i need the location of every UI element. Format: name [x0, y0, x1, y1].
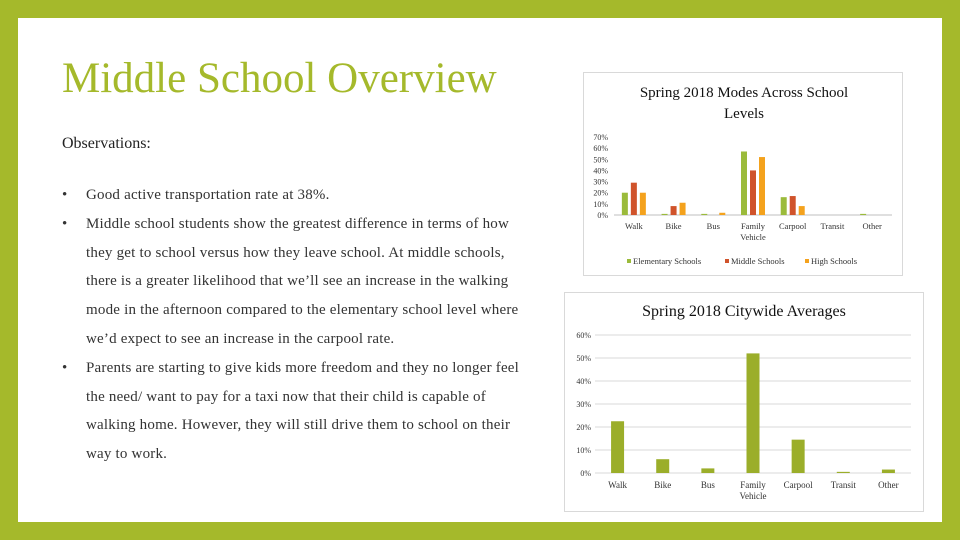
y-tick-label: 70% — [593, 133, 608, 142]
bar-high-schools — [759, 157, 765, 215]
y-tick-label: 50% — [593, 155, 608, 165]
category-label: Bus — [706, 221, 720, 231]
y-tick-label: 30% — [593, 177, 608, 187]
y-tick-label: 60% — [593, 144, 608, 154]
category-label: Bus — [700, 480, 715, 490]
y-tick-label: 50% — [576, 354, 591, 363]
bar-citywide — [611, 421, 624, 473]
legend-swatch — [805, 259, 809, 263]
y-tick-label: 20% — [593, 188, 608, 198]
bullet-item — [62, 354, 532, 469]
school-levels-chart-svg — [584, 73, 902, 275]
bar-citywide — [701, 468, 714, 473]
bullet-dot-icon: • — [62, 215, 68, 232]
y-tick-label: 10% — [576, 446, 591, 455]
category-label: Bike — [654, 480, 672, 490]
legend-label: Elementary Schools — [633, 256, 702, 266]
y-tick-label: 0% — [580, 469, 591, 478]
bullet-text: Middle school students show the greatest difference in terms of how they get to school versus how they leave school. At middle schools, there is a greater likelihood that we’ll see an increase in the walking mode in the afternoon compared to the elementary school level where we’d expect to see an increase in the carpool rate. — [86, 215, 519, 347]
category-label: Family — [740, 480, 766, 490]
bar-citywide — [882, 470, 895, 473]
y-tick-label: 40% — [576, 377, 591, 386]
y-tick-label: 20% — [576, 423, 591, 432]
category-label: Transit — [830, 480, 856, 490]
bar-middle-schools — [671, 206, 677, 215]
y-tick-label: 10% — [593, 199, 608, 209]
bar-elementary-schools — [622, 193, 628, 215]
legend-swatch — [725, 259, 729, 263]
observations-label: Observations: — [62, 135, 151, 152]
bar-elementary-schools — [860, 214, 866, 215]
y-tick-label: 40% — [593, 166, 608, 176]
category-label: Bike — [665, 221, 682, 231]
category-label: Carpool — [779, 221, 807, 231]
legend-label: High Schools — [811, 256, 858, 266]
legend-swatch — [627, 259, 631, 263]
bar-high-schools — [640, 193, 646, 215]
bar-middle-schools — [790, 196, 796, 215]
bullet-item — [62, 210, 532, 354]
bar-elementary-schools — [662, 214, 668, 215]
citywide-chart — [564, 292, 924, 512]
bullet-list — [62, 181, 532, 469]
bar-middle-schools — [750, 170, 756, 215]
category-label: Other — [878, 480, 899, 490]
category-label: Vehicle — [739, 491, 767, 501]
slide-title: Middle School Overview — [62, 55, 497, 102]
chart-title: Spring 2018 Modes Across School Levels — [639, 85, 849, 122]
category-label: Vehicle — [740, 232, 766, 242]
legend-label: Middle Schools — [731, 256, 785, 266]
y-tick-label: 60% — [576, 331, 591, 340]
bar-citywide — [747, 353, 760, 473]
category-label: Family — [740, 221, 766, 231]
bar-citywide — [792, 440, 805, 473]
bar-elementary-schools — [781, 197, 787, 215]
category-label: Walk — [624, 221, 643, 231]
category-label: Walk — [608, 480, 627, 490]
bar-citywide — [656, 459, 669, 473]
school-levels-chart — [583, 72, 903, 276]
bar-high-schools — [799, 206, 805, 215]
chart-title: Spring 2018 Citywide Averages — [642, 303, 846, 320]
y-tick-label: 0% — [597, 211, 608, 220]
citywide-chart-svg — [565, 293, 923, 511]
bullet-text: Good active transportation rate at 38%. — [86, 187, 330, 203]
category-label: Carpool — [783, 480, 813, 490]
bullet-item — [62, 181, 532, 210]
bar-citywide — [837, 472, 850, 473]
bullet-dot-icon: • — [62, 359, 68, 376]
y-tick-label: 30% — [576, 400, 591, 409]
bar-elementary-schools — [701, 214, 707, 215]
category-label: Other — [862, 221, 882, 231]
bullet-text: Parents are starting to give kids more freedom and they no longer feel the need/ want to pay for a taxi now that their child is capable of walking home. However, they will still drive them to school on their way to work. — [86, 359, 520, 463]
bar-high-schools — [719, 213, 725, 215]
bar-middle-schools — [631, 183, 637, 215]
bullet-dot-icon: • — [62, 187, 68, 203]
bar-elementary-schools — [741, 151, 747, 215]
category-label: Transit — [820, 221, 845, 231]
bar-high-schools — [680, 203, 686, 215]
